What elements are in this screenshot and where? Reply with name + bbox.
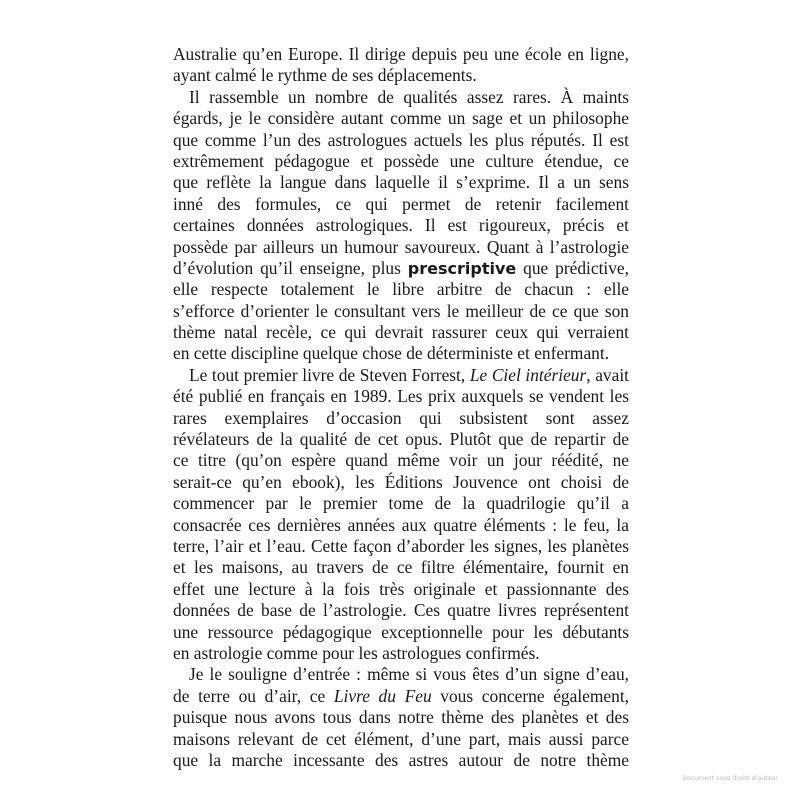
- text-run: ayant calmé le rythme de ses déplacements.: [173, 65, 477, 86]
- text-run: , avait: [586, 364, 629, 385]
- text-line: [173, 322, 629, 343]
- book-title: Le Ciel intérieur: [469, 364, 587, 385]
- text-run: que prédictive,: [516, 257, 630, 278]
- text-line: [173, 44, 629, 65]
- text-run: effet une lecture à la fois très originale et passionnante des: [173, 578, 629, 599]
- text-run: Je le souligne d’entrée : même si vous êtes d’un signe d’eau,: [189, 664, 629, 685]
- text-run: elle respecte totalement le libre arbitre de chacun : elle: [173, 279, 629, 300]
- text-run: ce titre (qu’on espère quand même voir un jour réédité, ne: [173, 450, 629, 471]
- paragraph-1: [173, 44, 629, 87]
- text-line: [173, 600, 629, 621]
- text-run: Il rassemble un nombre de qualités assez rares. À maints: [189, 86, 629, 107]
- text-run: données de base de l’astrologie. Ces quatre livres représentent: [173, 600, 629, 621]
- paragraph-2: [173, 87, 629, 365]
- book-title: Livre du Feu: [333, 685, 432, 706]
- text-line: [173, 172, 629, 193]
- text-run: révélateurs de la qualité de cet opus. Plutôt que de repartir de: [173, 429, 629, 450]
- text-line: [173, 65, 629, 86]
- text-line: [173, 343, 629, 364]
- text-line: [173, 130, 629, 151]
- book-page-text: [173, 44, 629, 771]
- text-line: [173, 707, 629, 728]
- paragraph-4: [173, 664, 629, 771]
- text-line: [173, 450, 629, 471]
- text-run: en cette discipline quelque chose de déterministe et enfermant.: [173, 343, 610, 364]
- text-run: possède par ailleurs un humour savoureux. Quant à l’astrologie: [173, 236, 629, 257]
- text-run: maisons relevant de cet élément, d’une part, mais aussi parce: [173, 728, 629, 749]
- text-run: thème natal recèle, ce qui devrait rassurer ceux qui verraient: [173, 322, 629, 343]
- text-line: [173, 686, 629, 707]
- text-run: de terre ou d’air, ce: [173, 685, 334, 706]
- text-line: [173, 237, 629, 258]
- text-line: [173, 429, 629, 450]
- text-run: puisque nous avons tous dans notre thème des planètes et des: [173, 707, 629, 728]
- text-line: [173, 536, 629, 557]
- text-line: [173, 557, 629, 578]
- text-run: égards, je le considère autant comme un sage et un philosophe: [173, 108, 629, 129]
- text-run: serait-ce qu’en ebook), les Éditions Jouvence ont choisi de: [173, 471, 629, 492]
- text-run: terre, l’air et l’eau. Cette façon d’aborder les signes, les planètes: [173, 535, 629, 556]
- text-run: été publié en français en 1989. Les prix auxquels se vendent les: [173, 386, 629, 407]
- text-line: [173, 493, 629, 514]
- text-line: [173, 729, 629, 750]
- paragraph-3: [173, 365, 629, 664]
- text-run: et les maisons, au travers de ce filtre élémentaire, fournit en: [173, 557, 629, 578]
- text-line: [173, 643, 629, 664]
- text-run: vous concerne également,: [431, 685, 630, 706]
- text-run: en astrologie comme pour les astrologues confirmés.: [173, 642, 540, 663]
- text-line: [173, 579, 629, 600]
- text-line: [173, 386, 629, 407]
- text-line: [173, 87, 629, 108]
- text-run: une ressource pédagogique exceptionnelle pour les débutants: [173, 621, 629, 642]
- text-line: [173, 194, 629, 215]
- text-run: commencer par le premier tome de la quadrilogie qu’il a: [173, 493, 629, 514]
- text-run: que comme l’un des astrologues actuels les plus réputés. Il est: [173, 129, 629, 150]
- text-run: rares exemplaires d’occasion qui subsistent sont assez: [173, 407, 629, 428]
- text-line: [173, 664, 629, 685]
- text-run: extrêmement pédagogue et possède une culture étendue, ce: [173, 150, 629, 171]
- text-line: [173, 750, 629, 771]
- text-run: s’efforce d’orienter le consultant vers le meilleur de ce que son: [173, 300, 629, 321]
- text-line: [173, 301, 629, 322]
- text-line: [173, 472, 629, 493]
- text-line: [173, 258, 629, 279]
- text-line: [173, 151, 629, 172]
- bold-term: prescriptive: [407, 258, 517, 278]
- copyright-watermark: Document sous droits d'auteur: [682, 775, 778, 782]
- text-run: que la marche incessante des astres autour de notre thème: [173, 749, 629, 770]
- text-run: certaines données astrologiques. Il est rigoureux, précis et: [173, 215, 629, 236]
- text-run: consacrée ces dernières années aux quatre éléments : le feu, la: [173, 514, 629, 535]
- text-run: que reflète la langue dans laquelle il s’exprime. Il a un sens: [173, 172, 629, 193]
- text-line: [173, 408, 629, 429]
- text-line: [173, 515, 629, 536]
- text-run: inné des formules, ce qui permet de retenir facilement: [173, 193, 629, 214]
- text-line: [173, 108, 629, 129]
- text-run: d’évolution qu’il enseigne, plus: [173, 257, 408, 278]
- text-run: Australie qu’en Europe. Il dirige depuis peu une école en ligne,: [173, 44, 629, 64]
- text-line: [173, 279, 629, 300]
- text-run: Le tout premier livre de Steven Forrest,: [189, 364, 470, 385]
- text-line: [173, 365, 629, 386]
- text-line: [173, 622, 629, 643]
- text-line: [173, 215, 629, 236]
